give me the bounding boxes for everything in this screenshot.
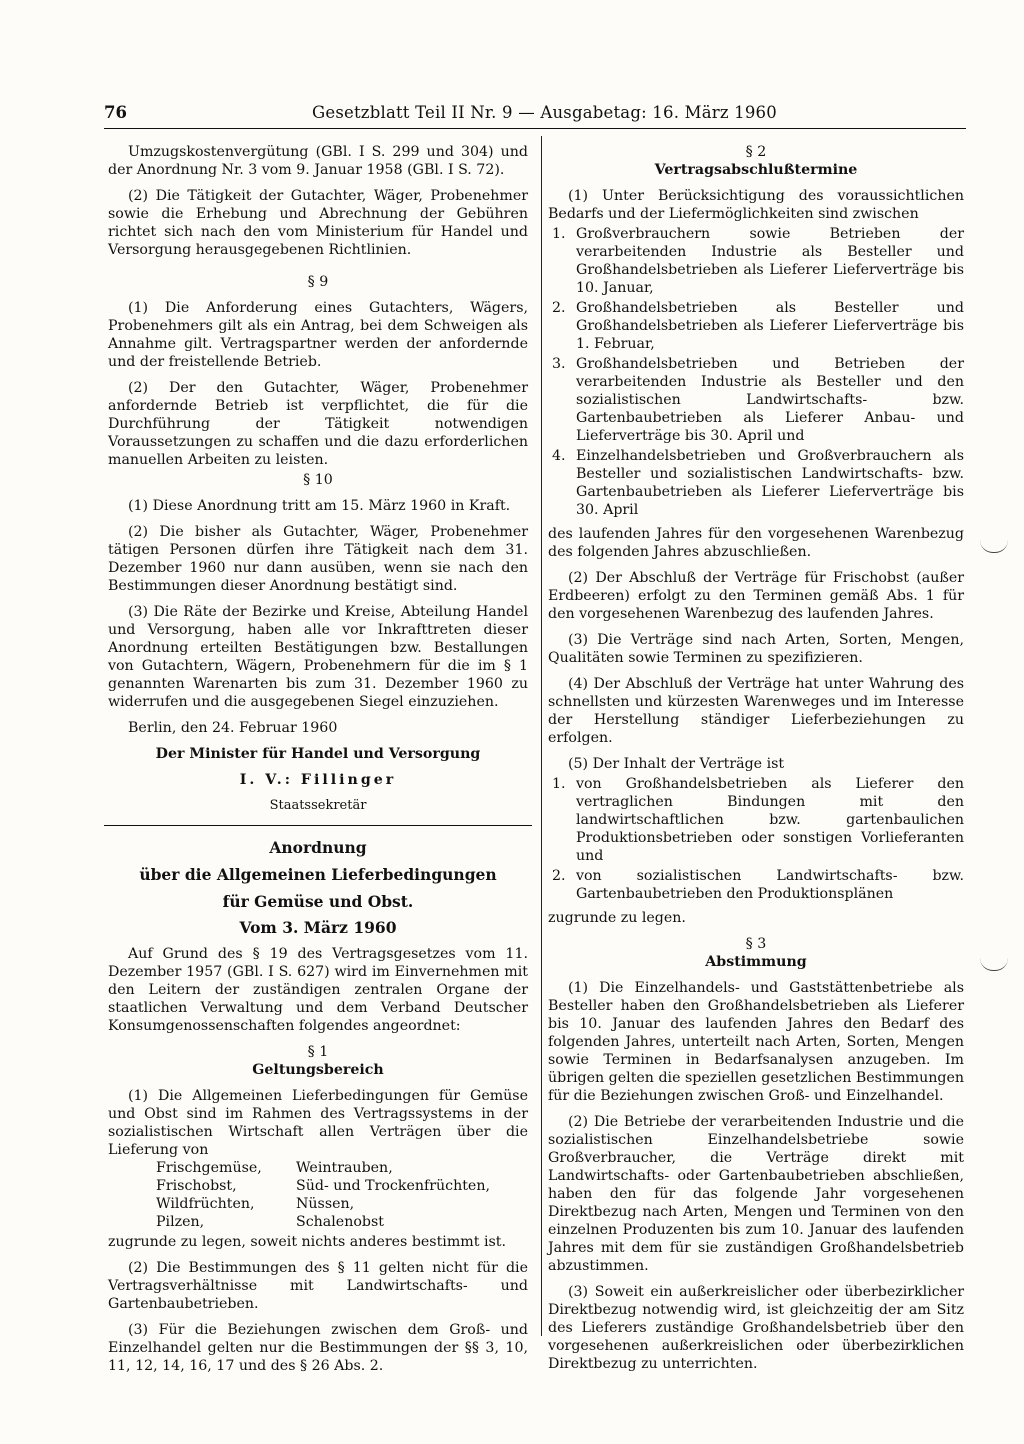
- section-title: Vertragsabschlußtermine: [654, 162, 858, 178]
- minister-title: Der Minister für Handel und Versorgung: [155, 746, 481, 762]
- list-item: 1. Großverbrauchern sowie Betrieben der verarbeitenden Industrie als Besteller und Großhandelsbetrieben als Lieferer Lieferverträge bis 10. Januar,: [552, 226, 964, 296]
- header-title: Gesetzblatt Teil II Nr. 9 — Ausgabetag: 16. März 1960: [312, 103, 777, 122]
- column-separator: [541, 136, 542, 1336]
- section-number: § 3: [745, 936, 767, 952]
- document-date: Vom 3. März 1960: [239, 918, 397, 937]
- numbered-list: [548, 225, 964, 519]
- paragraph: (2) Der den Gutachter, Wäger, Probenehmer anfordernde Betrieb ist verpflichtet, die für die Durchführung der Tätigkeit notwendigen Voraussetzungen zu schaffen und die dazu erforderlichen manuellen Arbeiten zu leisten.: [108, 380, 528, 468]
- preamble: Auf Grund des § 19 des Vertragsgesetzes vom 11. Dezember 1957 (GBl. I S. 627) wird im Einvernehmen mit den Leitern der zuständigen zentralen Organe der staatlichen Verwaltung und dem Verband Deutscher Konsumgenossenschaften folgendes angeordnet:: [108, 946, 528, 1034]
- list-item: 4. Einzelhandelsbetrieben und Großverbrauchern als Besteller und sozialistischen Landwirtschafts- bzw. Gartenbaubetrieben als Lieferer Lieferverträge bis 30. April: [552, 448, 964, 518]
- list-item: 2. Großhandelsbetrieben als Besteller und Großhandelsbetrieben als Lieferer Lieferverträge bis 1. Februar,: [552, 300, 964, 352]
- paragraph: (3) Für die Beziehungen zwischen dem Groß- und Einzelhandel gelten nur die Bestimmungen der §§ 3, 10, 11, 12, 14, 16, 17 und des § 26 Abs. 2.: [108, 1322, 528, 1374]
- document-title: Anordnung: [269, 838, 367, 857]
- list-item: 2. von sozialistischen Landwirtschafts- bzw. Gartenbaubetrieben den Produktionsplänen: [552, 868, 964, 902]
- list-item: Wildfrüchten,: [156, 1196, 255, 1212]
- signature-title: Staatssekretär: [269, 798, 367, 813]
- paragraph: (2) Die bisher als Gutachter, Wäger, Probenehmer tätigen Personen dürfen ihre Tätigkeit nach dem 31. Dezember 1960 nur dann ausüben, wenn sie nach den Bestimmungen dieser Anordnung bestätigt sind.: [108, 524, 528, 594]
- place-date: Berlin, den 24. Februar 1960: [128, 720, 338, 736]
- list-item: Schalenobst: [296, 1214, 384, 1230]
- paragraph: (1) Die Allgemeinen Lieferbedingungen für Gemüse und Obst sind im Rahmen des Vertragssystems in der sozialistischen Wirtschaft allen Verträgen über die Lieferung von: [108, 1088, 528, 1158]
- section-number: § 9: [307, 274, 329, 290]
- paragraph: zugrunde zu legen, soweit nichts anderes bestimmt ist.: [108, 1234, 506, 1250]
- paragraph: (4) Der Abschluß der Verträge hat unter Wahrung des schnellsten und kürzesten Warenweges und im Interesse der Herstellung ständiger Lieferbeziehungen zu erfolgen.: [548, 676, 964, 746]
- page-number: 76: [104, 103, 127, 122]
- section-title: Abstimmung: [705, 954, 807, 970]
- goods-list: [156, 1159, 528, 1231]
- paragraph: (1) Diese Anordnung tritt am 15. März 1960 in Kraft.: [128, 498, 511, 514]
- paragraph: (3) Die Verträge sind nach Arten, Sorten, Mengen, Qualitäten sowie Terminen zu spezifizieren.: [548, 632, 964, 666]
- paragraph: (3) Die Räte der Bezirke und Kreise, Abteilung Handel und Versorgung, haben alle vor Inkrafttreten dieser Anordnung erteilten Bestätigungen bzw. Bestallungen von Gutachtern, Wägern, Probenehmern für die im § 1 genannten Warenarten bis zum 31. Dezember 1960 zu widerrufen und die ausgegebenen Siegel einzuziehen.: [108, 604, 528, 710]
- section-number: § 1: [307, 1044, 329, 1060]
- paragraph: (5) Der Inhalt der Verträge ist: [568, 756, 785, 772]
- list-item: Pilzen,: [156, 1214, 205, 1230]
- list-item: Nüssen,: [296, 1196, 355, 1212]
- numbered-list: [548, 775, 964, 903]
- paragraph: (2) Die Betriebe der verarbeitenden Industrie und die sozialistischen Einzelhandelsbetriebe sowie Großverbraucher, die Verträge direkt mit Landwirtschafts- oder Gartenbaubetrieben abschließen, haben den für das folgende Jahr vorgesehenen Direktbezug nach Arten, Mengen und Terminen von den einzelnen Produzenten bis zum 10. Januar des laufenden Jahres mit dem für sie zuständigen Großhandelsbetrieb abzustimmen.: [548, 1114, 964, 1274]
- paragraph: des laufenden Jahres für den vorgesehenen Warenbezug des folgenden Jahres abzuschließen.: [548, 526, 964, 560]
- document-title: für Gemüse und Obst.: [222, 892, 414, 911]
- list-item: Süd- und Trockenfrüchten,: [296, 1178, 490, 1194]
- list-item: Frischgemüse,: [156, 1160, 262, 1176]
- right-column: [548, 143, 964, 1381]
- section-number: § 10: [303, 472, 333, 488]
- margin-mark: [980, 958, 1008, 971]
- margin-mark: [980, 540, 1008, 553]
- paragraph: (2) Die Bestimmungen des § 11 gelten nicht für die Vertragsverhältnisse mit Landwirtschafts- und Gartenbaubetrieben.: [108, 1260, 528, 1312]
- page-header: [104, 103, 966, 127]
- paragraph: (3) Soweit ein außerkreislicher oder überbezirklicher Direktbezug notwendig wird, ist gleichzeitig der am Sitz des Lieferers zuständige Großhandelsbetrieb über den vorgesehenen außerkreislichen oder überbezirklichen Direktbezug zu unterrichten.: [548, 1284, 964, 1372]
- section-divider: [104, 825, 532, 826]
- paragraph: (2) Die Tätigkeit der Gutachter, Wäger, Probenehmer sowie die Erhebung und Abrechnung der Gebühren richtet sich nach den vom Ministerium für Handel und Versorgung herausgegebenen Richtlinien.: [108, 188, 528, 258]
- paragraph: (2) Der Abschluß der Verträge für Frischobst (außer Erdbeeren) erfolgt zu den Terminen gemäß Abs. 1 für den vorgesehenen Warenbezug des laufenden Jahres.: [548, 570, 964, 622]
- section-number: § 2: [745, 144, 767, 160]
- signature: I. V.: Fillinger: [239, 772, 397, 788]
- list-item: Weintrauben,: [296, 1160, 393, 1176]
- list-item: 1. von Großhandelsbetrieben als Lieferer den vertraglichen Bindungen mit den landwirtschaftlichen bzw. gartenbaulichen Produktionsbetrieben oder sonstigen Vorlieferanten und: [552, 776, 964, 864]
- paragraph: zugrunde zu legen.: [548, 910, 686, 926]
- document-title: über die Allgemeinen Lieferbedingungen: [139, 865, 497, 884]
- continued-paragraph: Umzugskostenvergütung (GBl. I S. 299 und 304) und der Anordnung Nr. 3 vom 9. Januar 1958 (GBl. I S. 72).: [108, 144, 528, 178]
- list-item: 3. Großhandelsbetrieben und Betrieben der verarbeitenden Industrie als Besteller und den sozialistischen Landwirtschafts- bzw. Gartenbaubetrieben als Lieferer Anbau- und Lieferverträge bis 30. April und: [552, 356, 964, 444]
- section-title: Geltungsbereich: [252, 1062, 384, 1078]
- header-rule: [104, 128, 966, 129]
- paragraph: (1) Unter Berücksichtigung des voraussichtlichen Bedarfs und der Liefermöglichkeiten sind zwischen: [548, 188, 964, 222]
- paragraph: (1) Die Einzelhandels- und Gaststättenbetriebe als Besteller haben den Großhandelsbetrieben als Lieferer bis 10. Januar des laufenden Jahres den Bedarf des folgenden Jahres, unterteilt nach Arten, Sorten, Mengen sowie Terminen in Bedarfsanalysen anzugeben. Im übrigen gelten die speziellen gesetzlichen Bestimmungen für die Beziehungen zwischen Groß- und Einzelhandel.: [548, 980, 964, 1104]
- list-item: Frischobst,: [156, 1178, 237, 1194]
- left-column: [108, 143, 528, 1383]
- paragraph: (1) Die Anforderung eines Gutachters, Wägers, Probenehmers gilt als ein Antrag, bei dem Schweigen als Annahme gilt. Vertragspartner werden der anfordernde und der freistellende Betrieb.: [108, 300, 528, 370]
